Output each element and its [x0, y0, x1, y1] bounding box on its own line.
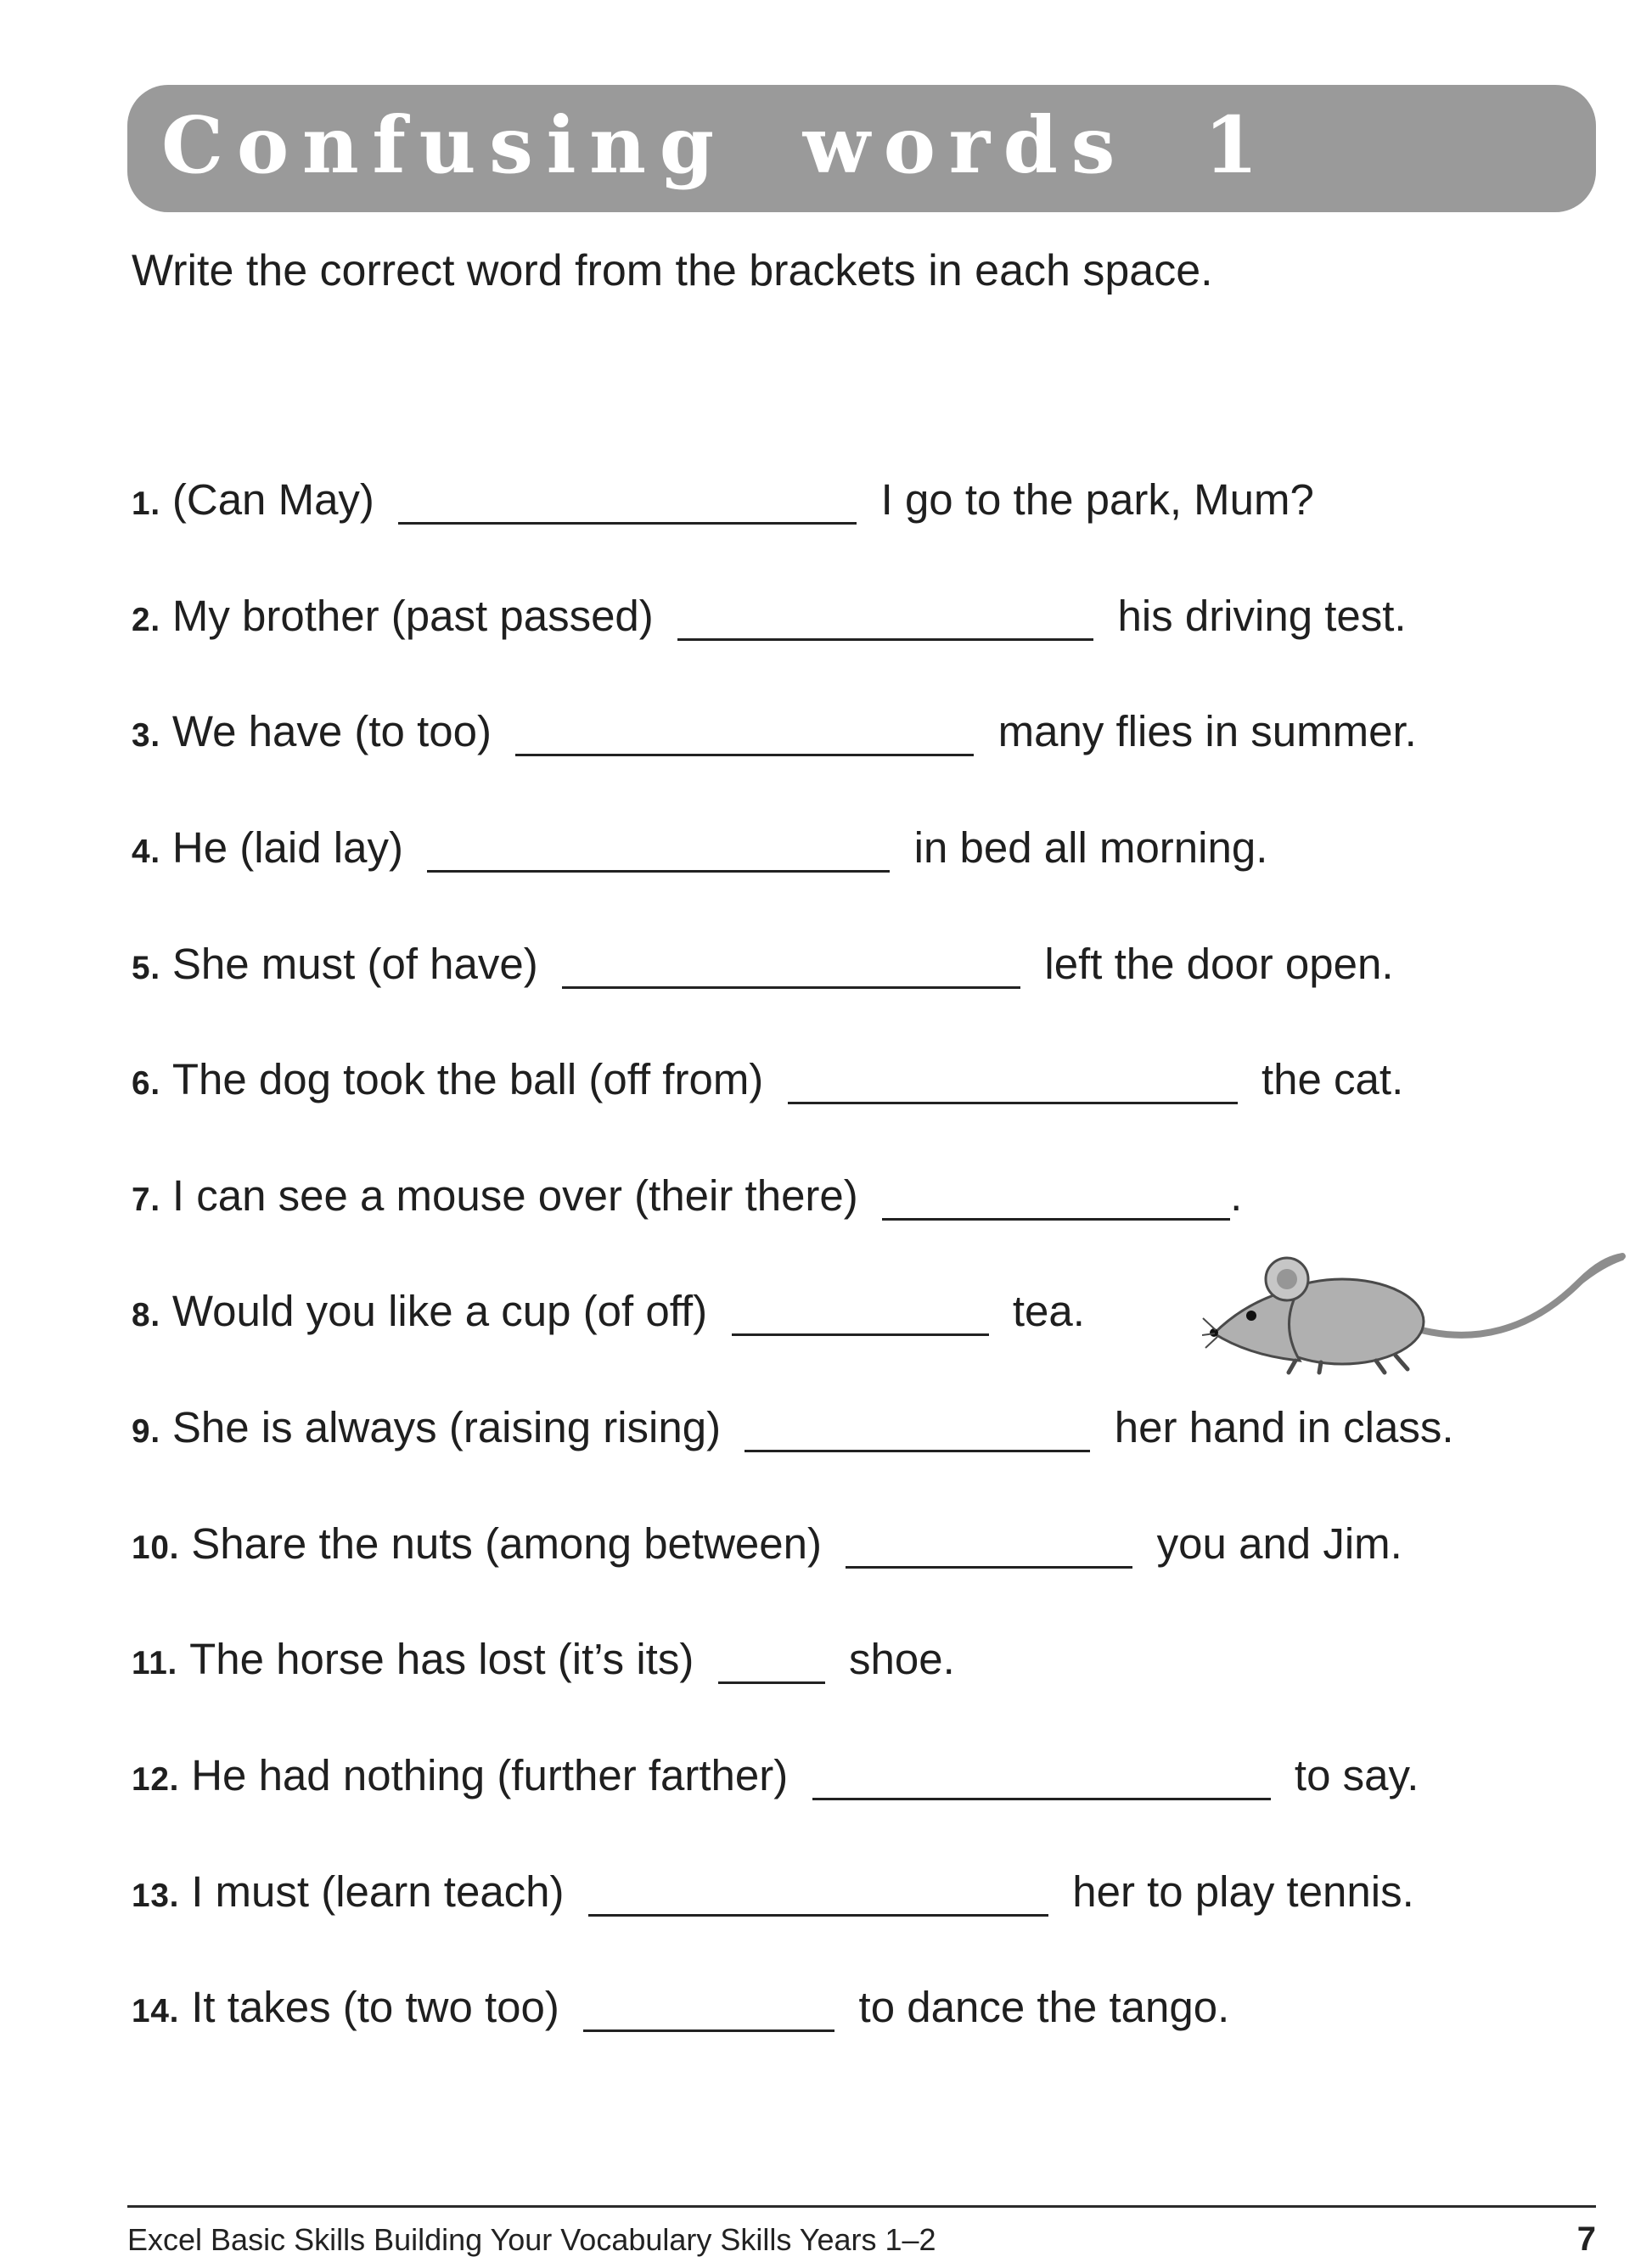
- mouse-illustration: [1202, 1235, 1627, 1375]
- footer: [127, 2220, 1596, 2259]
- question-text: He (laid lay) in bed all morning.: [171, 822, 1268, 872]
- question-number: 6.: [132, 1065, 160, 1103]
- question-number: 7.: [132, 1181, 160, 1218]
- answer-blank[interactable]: [427, 827, 890, 873]
- answer-blank[interactable]: [583, 1986, 834, 2032]
- question-number: 10.: [132, 1529, 180, 1566]
- page-number: 7: [1576, 2220, 1596, 2258]
- footer-divider: [127, 2205, 1596, 2208]
- answer-blank[interactable]: [882, 1175, 1230, 1221]
- instruction-text: Write the correct word from the brackets in each space.: [132, 246, 1213, 295]
- answer-blank[interactable]: [788, 1058, 1238, 1104]
- question-text: The dog took the ball (off from) the cat.: [171, 1055, 1404, 1104]
- answer-blank[interactable]: [745, 1406, 1090, 1452]
- question-number: 13.: [132, 1877, 180, 1914]
- question-row: [132, 1171, 1609, 1221]
- question-number: 8.: [132, 1297, 160, 1334]
- title-banner: [127, 85, 1596, 212]
- question-text: She must (of have) left the door open.: [171, 939, 1394, 988]
- question-number: 1.: [132, 486, 160, 522]
- question-text: It takes (to two too) to dance the tango.: [191, 1983, 1230, 2032]
- question-text: He had nothing (further farther) to say.: [191, 1751, 1419, 1800]
- question-text: My brother (past passed) his driving test.: [171, 591, 1407, 640]
- question-number: 12.: [132, 1761, 180, 1799]
- answer-blank[interactable]: [732, 1290, 989, 1336]
- question-row: [132, 1635, 1609, 1685]
- footer-series: Excel Basic Skills: [127, 2222, 366, 2257]
- question-text: Share the nuts (among between) you and Jim.: [191, 1519, 1402, 1568]
- answer-blank[interactable]: [718, 1638, 825, 1684]
- question-row: [132, 1983, 1609, 2033]
- question-number: 4.: [132, 833, 160, 870]
- question-row: [132, 1519, 1609, 1569]
- question-text: She is always (raising rising) her hand in class.: [171, 1403, 1454, 1452]
- mouse-tail: [1402, 1256, 1622, 1335]
- question-row: [132, 940, 1609, 990]
- mouse-eye: [1246, 1311, 1256, 1321]
- question-row: [132, 707, 1609, 757]
- question-text: Would you like a cup (of off) tea.: [171, 1287, 1085, 1336]
- question-number: 9.: [132, 1413, 160, 1451]
- answer-blank[interactable]: [588, 1871, 1048, 1917]
- question-text: I must (learn teach) her to play tennis.: [191, 1867, 1414, 1916]
- question-text: The horse has lost (it’s its) shoe.: [189, 1635, 955, 1684]
- question-row: [132, 823, 1609, 873]
- question-row: [132, 1055, 1609, 1105]
- answer-blank[interactable]: [677, 595, 1093, 641]
- answer-blank[interactable]: [562, 943, 1020, 989]
- question-row: [132, 475, 1609, 525]
- answer-blank[interactable]: [515, 710, 974, 756]
- answer-blank[interactable]: [398, 479, 857, 525]
- question-text: (Can May) I go to the park, Mum?: [171, 475, 1314, 524]
- question-number: 14.: [132, 1993, 180, 2030]
- question-row: [132, 592, 1609, 642]
- footer-book-info: [127, 2222, 936, 2258]
- question-row: [132, 1867, 1609, 1917]
- question-text: We have (to too) many flies in summer.: [171, 707, 1417, 756]
- question-row: [132, 1403, 1609, 1453]
- question-number: 3.: [132, 717, 160, 755]
- answer-blank[interactable]: [812, 1754, 1271, 1800]
- answer-blank[interactable]: [846, 1523, 1132, 1569]
- question-text: I can see a mouse over (their there) .: [171, 1170, 1243, 1220]
- question-number: 5.: [132, 949, 160, 986]
- page-title: Confusing words 1: [161, 99, 1272, 191]
- question-number: 11.: [132, 1645, 178, 1682]
- question-row: [132, 1751, 1609, 1801]
- question-number: 2.: [132, 601, 160, 638]
- footer-book-title: Building Your Vocabulary Skills Years 1–2: [374, 2222, 936, 2257]
